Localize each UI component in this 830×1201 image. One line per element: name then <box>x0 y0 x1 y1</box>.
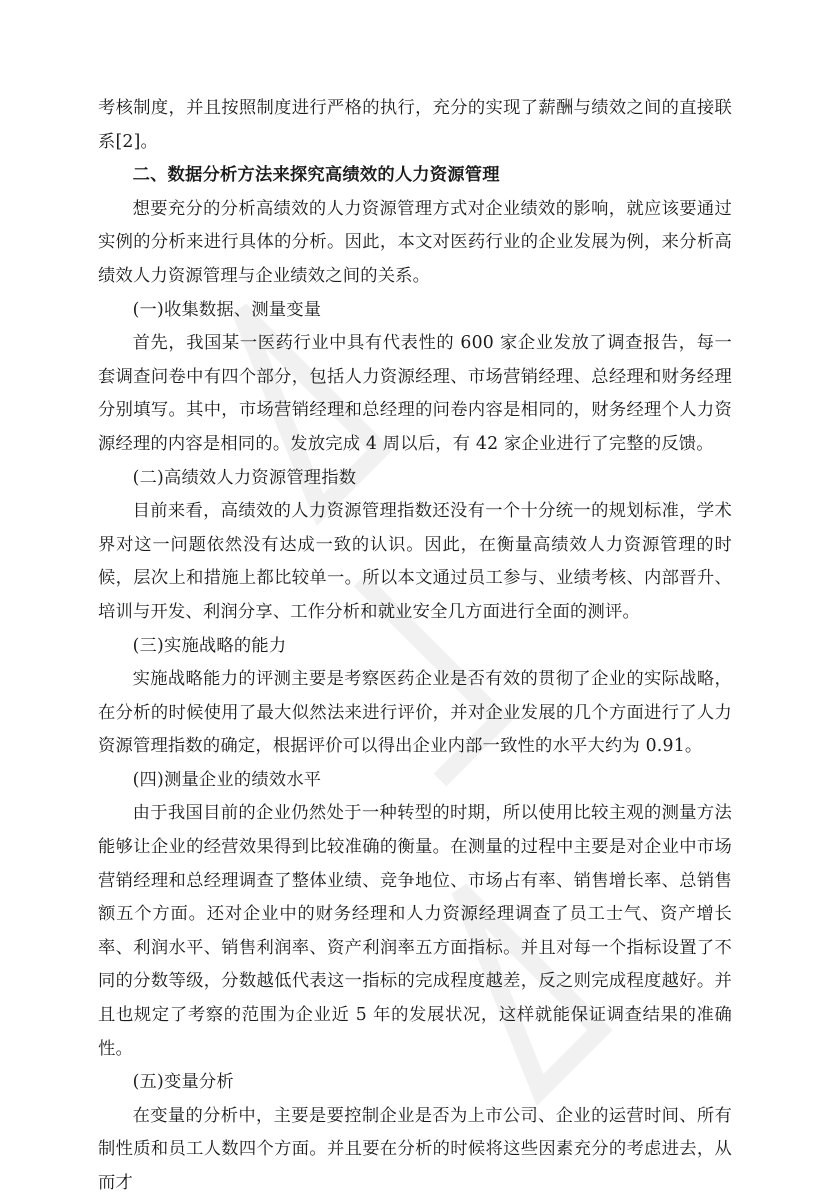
paragraph: 在变量的分析中，主要是要控制企业是否为上市公司、企业的运营时间、所有制性质和员工人数四个方面。并且要在分析的时候将这些因素充分的考虑进去，从而才 <box>98 1105 732 1193</box>
subsection-heading: (五)变量分析 <box>132 1072 234 1093</box>
paragraph: 首先，我国某一医药行业中具有代表性的 600 家企业发放了调查报告，每一套调查问卷中有四个部分，包括人力资源经理、市场营销经理、总经理和财务经理分别填写。其中，市场营销经理和总经理的问卷内容是相同的，财务经理个人力资源经理的内容是相同的。发放完成 4 周以后，有 42 家企业进行了完整的反馈。 <box>98 333 732 454</box>
subsection-heading: (一)收集数据、测量变量 <box>132 299 322 320</box>
document-body <box>98 92 732 1201</box>
subsection-heading: (四)测量企业的绩效水平 <box>132 769 322 790</box>
paragraph: 由于我国目前的企业仍然处于一种转型的时期，所以使用比较主观的测量方法能够让企业的经营效果得到比较准确的衡量。在测量的过程中主要是对企业中市场营销经理和总经理调查了整体业绩、竞争地位、市场占有率、销售增长率、总销售额五个方面。还对企业中的财务经理和人力资源经理调查了员工士气、资产增长率、利润水平、销售利润率、资产利润率五方面指标。并且对每一个指标设置了不同的分数等级，分数越低代表这一指标的完成程度越差，反之则完成程度越好。并且也规定了考察的范围为企业近 5 年的发展状况，这样就能保证调查结果的准确性。 <box>98 803 732 1059</box>
section-heading: 二、数据分析方法来探究高绩效的人力资源管理 <box>132 165 500 186</box>
paragraph: 实施战略能力的评测主要是考察医药企业是否有效的贯彻了企业的实际战略，在分析的时候使用了最大似然法来进行评价，并对企业发展的几个方面进行了人力资源管理指数的确定，根据评价可以得出企业内部一致性的水平大约为 0.91。 <box>98 669 732 757</box>
subsection-heading: (三)实施战略的能力 <box>132 635 287 656</box>
paragraph-continuation: 考核制度，并且按照制度进行严格的执行，充分的实现了薪酬与绩效之间的直接联系[2]。 <box>98 98 732 152</box>
paragraph: 目前来看，高绩效的人力资源管理指数还没有一个十分统一的规划标准，学术界对这一问题依然没有达成一致的认识。因此，在衡量高绩效人力资源管理的时候，层次上和措施上都比较单一。所以本文通过员工参与、业绩考核、内部晋升、培训与开发、利润分享、工作分析和就业安全几方面进行全面的测评。 <box>98 501 732 622</box>
subsection-heading: (二)高绩效人力资源管理指数 <box>132 467 357 488</box>
paragraph: 想要充分的分析高绩效的人力资源管理方式对企业绩效的影响，就应该要通过实例的分析来进行具体的分析。因此，本文对医药行业的企业发展为例，来分析高绩效人力资源管理与企业绩效之间的关系。 <box>98 198 732 286</box>
